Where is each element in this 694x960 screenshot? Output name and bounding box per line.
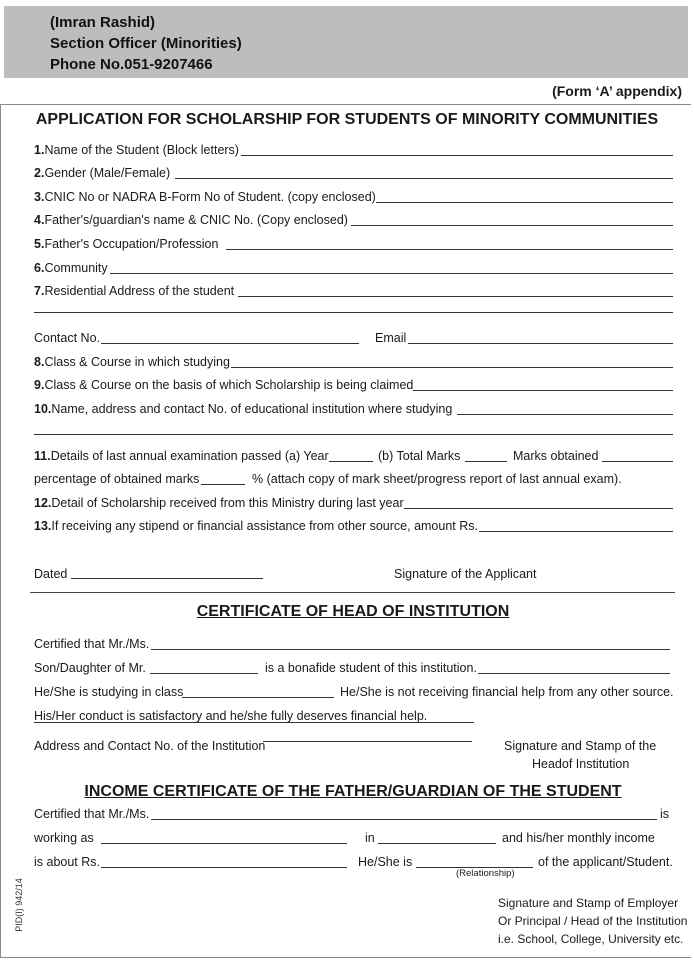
studying-in-label: He/She is studying in class — [34, 685, 184, 699]
field-6-label: 6.Community — [34, 261, 108, 275]
field-6-line[interactable] — [110, 273, 673, 274]
field-11-label: 11.Details of last annual examination passed (a) Year — [34, 449, 329, 463]
header-box — [4, 6, 688, 78]
section-divider-1 — [30, 592, 675, 593]
is-about-label: is about Rs. — [34, 855, 101, 869]
income-name-line[interactable] — [151, 819, 657, 820]
relationship-caption: (Relationship) — [456, 868, 515, 879]
conduct-text: His/Her conduct is satisfactory and he/she fully deserves financial help. — [34, 709, 428, 723]
employer-signature-3: i.e. School, College, University etc. — [498, 932, 684, 946]
marks-obtained-line[interactable] — [602, 461, 673, 462]
field-5-label: 5.Father's Occupation/Profession — [34, 237, 219, 251]
cert-signature-1: Signature and Stamp of the — [504, 739, 657, 753]
field-1-label: 1.Name of the Student (Block letters) — [34, 143, 239, 157]
field-7-line-2[interactable] — [34, 312, 673, 313]
dated-label: Dated — [34, 567, 68, 581]
not-receiving-text: He/She is not receiving financial help from any other source. — [340, 685, 674, 699]
field-5-line[interactable] — [226, 249, 673, 250]
field-9-label: 9.Class & Course on the basis of which Scholarship is being claimed — [34, 378, 414, 392]
cert-certified-label: Certified that Mr./Ms. — [34, 637, 150, 651]
marks-obtained-label: Marks obtained — [513, 449, 599, 463]
field-7-label: 7.Residential Address of the student — [34, 284, 235, 298]
income-amount-line[interactable] — [101, 867, 347, 868]
officer-designation: Section Officer (Minorities) — [50, 35, 242, 52]
field-13-label: 13.If receiving any stipend or financial assistance from other source, amount Rs. — [34, 519, 478, 533]
field-12-line[interactable] — [404, 508, 673, 509]
cert-signature-2: Headof Institution — [532, 757, 630, 771]
he-she-is-label: He/She is — [358, 855, 413, 869]
contact-line[interactable] — [101, 343, 359, 344]
field-2-label: 2.Gender (Male/Female) — [34, 166, 171, 180]
field-10-label: 10.Name, address and contact No. of educational institution where studying — [34, 402, 453, 416]
field-9-line[interactable] — [413, 390, 673, 391]
percentage-label: percentage of obtained marks — [34, 472, 200, 486]
income-is: is — [660, 807, 670, 821]
employer-line[interactable] — [378, 843, 496, 844]
field-4-line[interactable] — [351, 225, 673, 226]
applicant-signature: Signature of the Applicant — [394, 567, 537, 581]
field-8-line[interactable] — [231, 367, 673, 368]
attach-note: % (attach copy of mark sheet/progress report of last annual exam). — [252, 472, 622, 486]
field-10-line[interactable] — [457, 414, 673, 415]
form-title: APPLICATION FOR SCHOLARSHIP FOR STUDENTS OF MINORITY COMMUNITIES — [35, 111, 659, 128]
field-2-line[interactable] — [175, 178, 673, 179]
field-7-line[interactable] — [238, 296, 673, 297]
employer-signature-2: Or Principal / Head of the Institution — [498, 914, 688, 928]
working-as-line[interactable] — [101, 843, 347, 844]
field-3-line[interactable] — [376, 202, 673, 203]
field-4-label: 4.Father's/guardian's name & CNIC No. (Copy enclosed) — [34, 213, 348, 227]
address-label: Address and Contact No. of the Institution — [34, 739, 266, 753]
total-marks-line[interactable] — [465, 461, 507, 462]
form-reference: (Form ‘A’ appendix) — [552, 83, 682, 99]
contact-label: Contact No. — [34, 331, 101, 345]
field-8-label: 8.Class & Course in which studying — [34, 355, 230, 369]
employer-signature-1: Signature and Stamp of Employer — [498, 896, 679, 910]
officer-name: (Imran Rashid) — [50, 14, 156, 31]
cert-name-line[interactable] — [151, 649, 670, 650]
income-title: INCOME CERTIFICATE OF THE FATHER/GUARDIAN OF THE STUDENT — [84, 783, 622, 800]
in-label: in — [365, 831, 375, 845]
officer-phone: Phone No.051-9207466 — [50, 56, 213, 73]
dated-line[interactable] — [71, 578, 263, 579]
class-line[interactable] — [182, 697, 334, 698]
field-13-line[interactable] — [479, 531, 673, 532]
father-name-line[interactable] — [150, 673, 258, 674]
side-code: PID(I) 942/14 — [13, 878, 24, 932]
total-marks-label: (b) Total Marks — [378, 449, 461, 463]
address-line[interactable] — [263, 741, 472, 742]
conduct-underline — [34, 722, 474, 723]
of-applicant-text: of the applicant/Student. — [538, 855, 673, 869]
field-12-label: 12.Detail of Scholarship received from this Ministry during last year — [34, 496, 404, 510]
monthly-income-label: and his/her monthly income — [502, 831, 655, 845]
bonafide-line[interactable] — [478, 673, 670, 674]
field-3-label: 3.CNIC No or NADRA B-Form No of Student. (copy enclosed) — [34, 190, 376, 204]
field-10-line-2[interactable] — [34, 434, 673, 435]
working-as-label: working as — [34, 831, 94, 845]
income-certified-label: Certified that Mr./Ms. — [34, 807, 150, 821]
exam-year-line[interactable] — [329, 461, 373, 462]
field-1-line[interactable] — [241, 155, 673, 156]
percentage-line[interactable] — [201, 484, 245, 485]
son-daughter-label: Son/Daughter of Mr. — [34, 661, 146, 675]
email-line[interactable] — [408, 343, 673, 344]
certificate-title: CERTIFICATE OF HEAD OF INSTITUTION — [196, 603, 510, 620]
bonafide-text: is a bonafide student of this institution. — [265, 661, 477, 675]
email-label: Email — [375, 331, 407, 345]
